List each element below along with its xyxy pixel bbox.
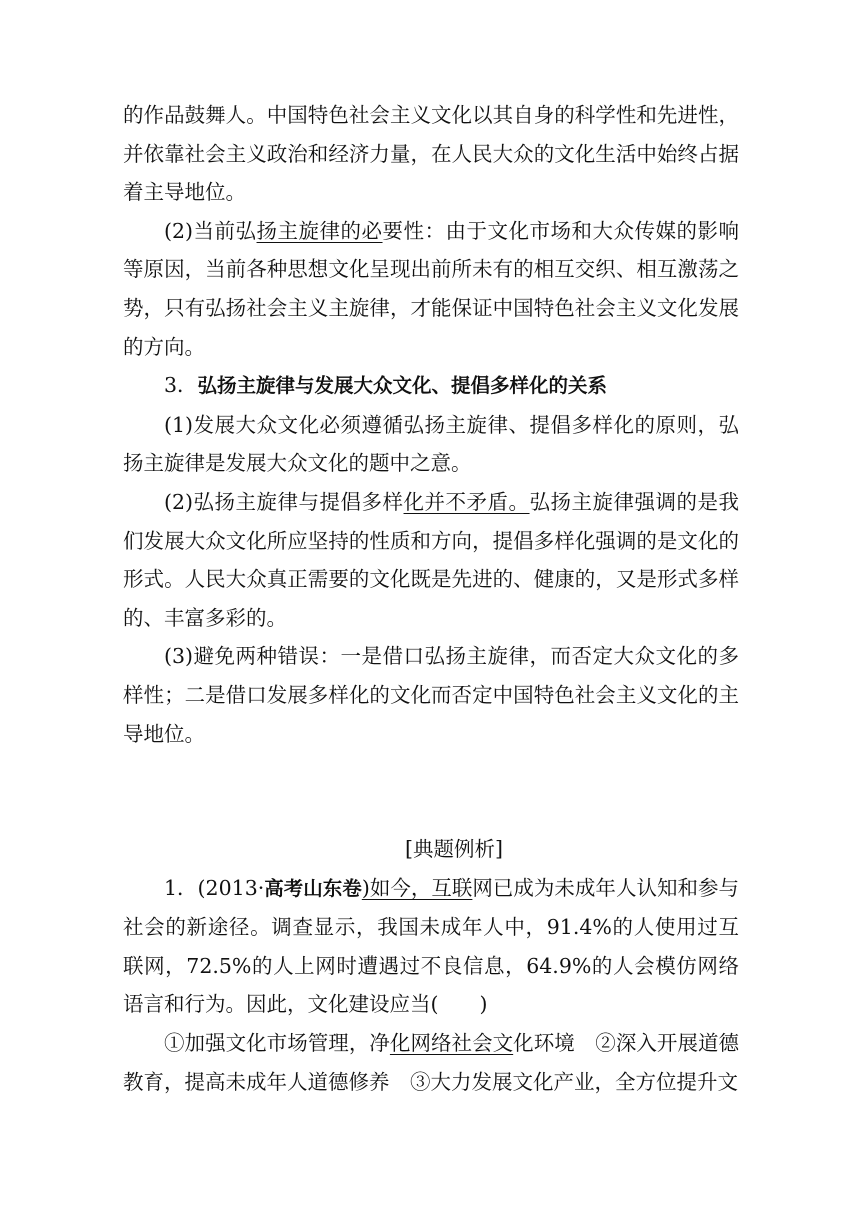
section-heading-3	[123, 366, 739, 406]
question-number: 1．(2013·	[164, 875, 265, 900]
paragraph-point-1: (1)发展大众文化必须遵循弘扬主旋律、提倡多样化的原则，弘扬主旋律是发展大众文化的题中之意。	[123, 412, 739, 476]
paragraph-continuation: 的作品鼓舞人。中国特色社会主义文化以其自身的科学性和先进性，并依靠社会主义政治和经济力量，在人民大众的文化生活中始终占据着主导地位。	[123, 103, 739, 205]
question-1	[123, 869, 739, 1024]
question-options	[123, 1024, 739, 1101]
para4-body: 弘扬主旋律强调的是我们发展大众文化所应坚持的性质和方向，提倡多样化强调的是文化的形式。人民大众真正需要的文化既是先进的、健康的，又是形式多样的、丰富多彩的。	[123, 489, 740, 630]
paragraph-point-3: (3)避免两种错误：一是借口弘扬主旋律，而否定大众文化的多样性；二是借口发展多样化的文化而否定中国特色社会主义文化的主导地位。	[123, 644, 739, 746]
options-underlined: 化网络社会文	[389, 1031, 514, 1056]
question-text: 网已成为未成年人认知和参与社会的新途径。调查显示，我国未成年人中，91.4%的人使用过互联网，72.5%的人上网时遭遇过不良信息，64.9%的人会模仿网络语言和行为。因此，文化建设应当( )	[123, 875, 739, 1017]
paragraph-main-melody-necessity	[123, 212, 739, 366]
options-body: 化环境 ②深入开展道德教育，提高未成年人道德修养 ③大力发展文化产业，全方位提升文	[123, 1031, 740, 1094]
question-underlined: )如今，互联	[361, 875, 473, 900]
para4-prefix: (2)弘扬主旋律与提倡多样	[164, 489, 404, 514]
para2-prefix: (2)当前弘	[164, 218, 257, 243]
question-source: 高考山东卷	[264, 876, 362, 900]
document-page	[123, 96, 739, 1101]
para4-underlined: 化并不矛盾。	[403, 489, 530, 514]
heading-text: 弘扬主旋律与发展大众文化、提倡多样化的关系	[197, 374, 608, 398]
section-spacer	[123, 753, 739, 830]
paragraph-point-2	[123, 483, 739, 637]
para2-body: 要性：由于文化市场和大众传媒的影响等原因，当前各种思想文化呈现出前所未有的相互交织、相互激荡之势，只有弘扬社会主义主旋律，才能保证中国特色社会主义文化发展的方向。	[123, 218, 740, 359]
section-title: [典题例析]	[405, 837, 503, 862]
heading-number: 3．	[164, 373, 198, 398]
para2-underlined: 扬主旋律的必	[256, 218, 383, 243]
options-prefix: ①加强文化市场管理，净	[164, 1031, 390, 1056]
